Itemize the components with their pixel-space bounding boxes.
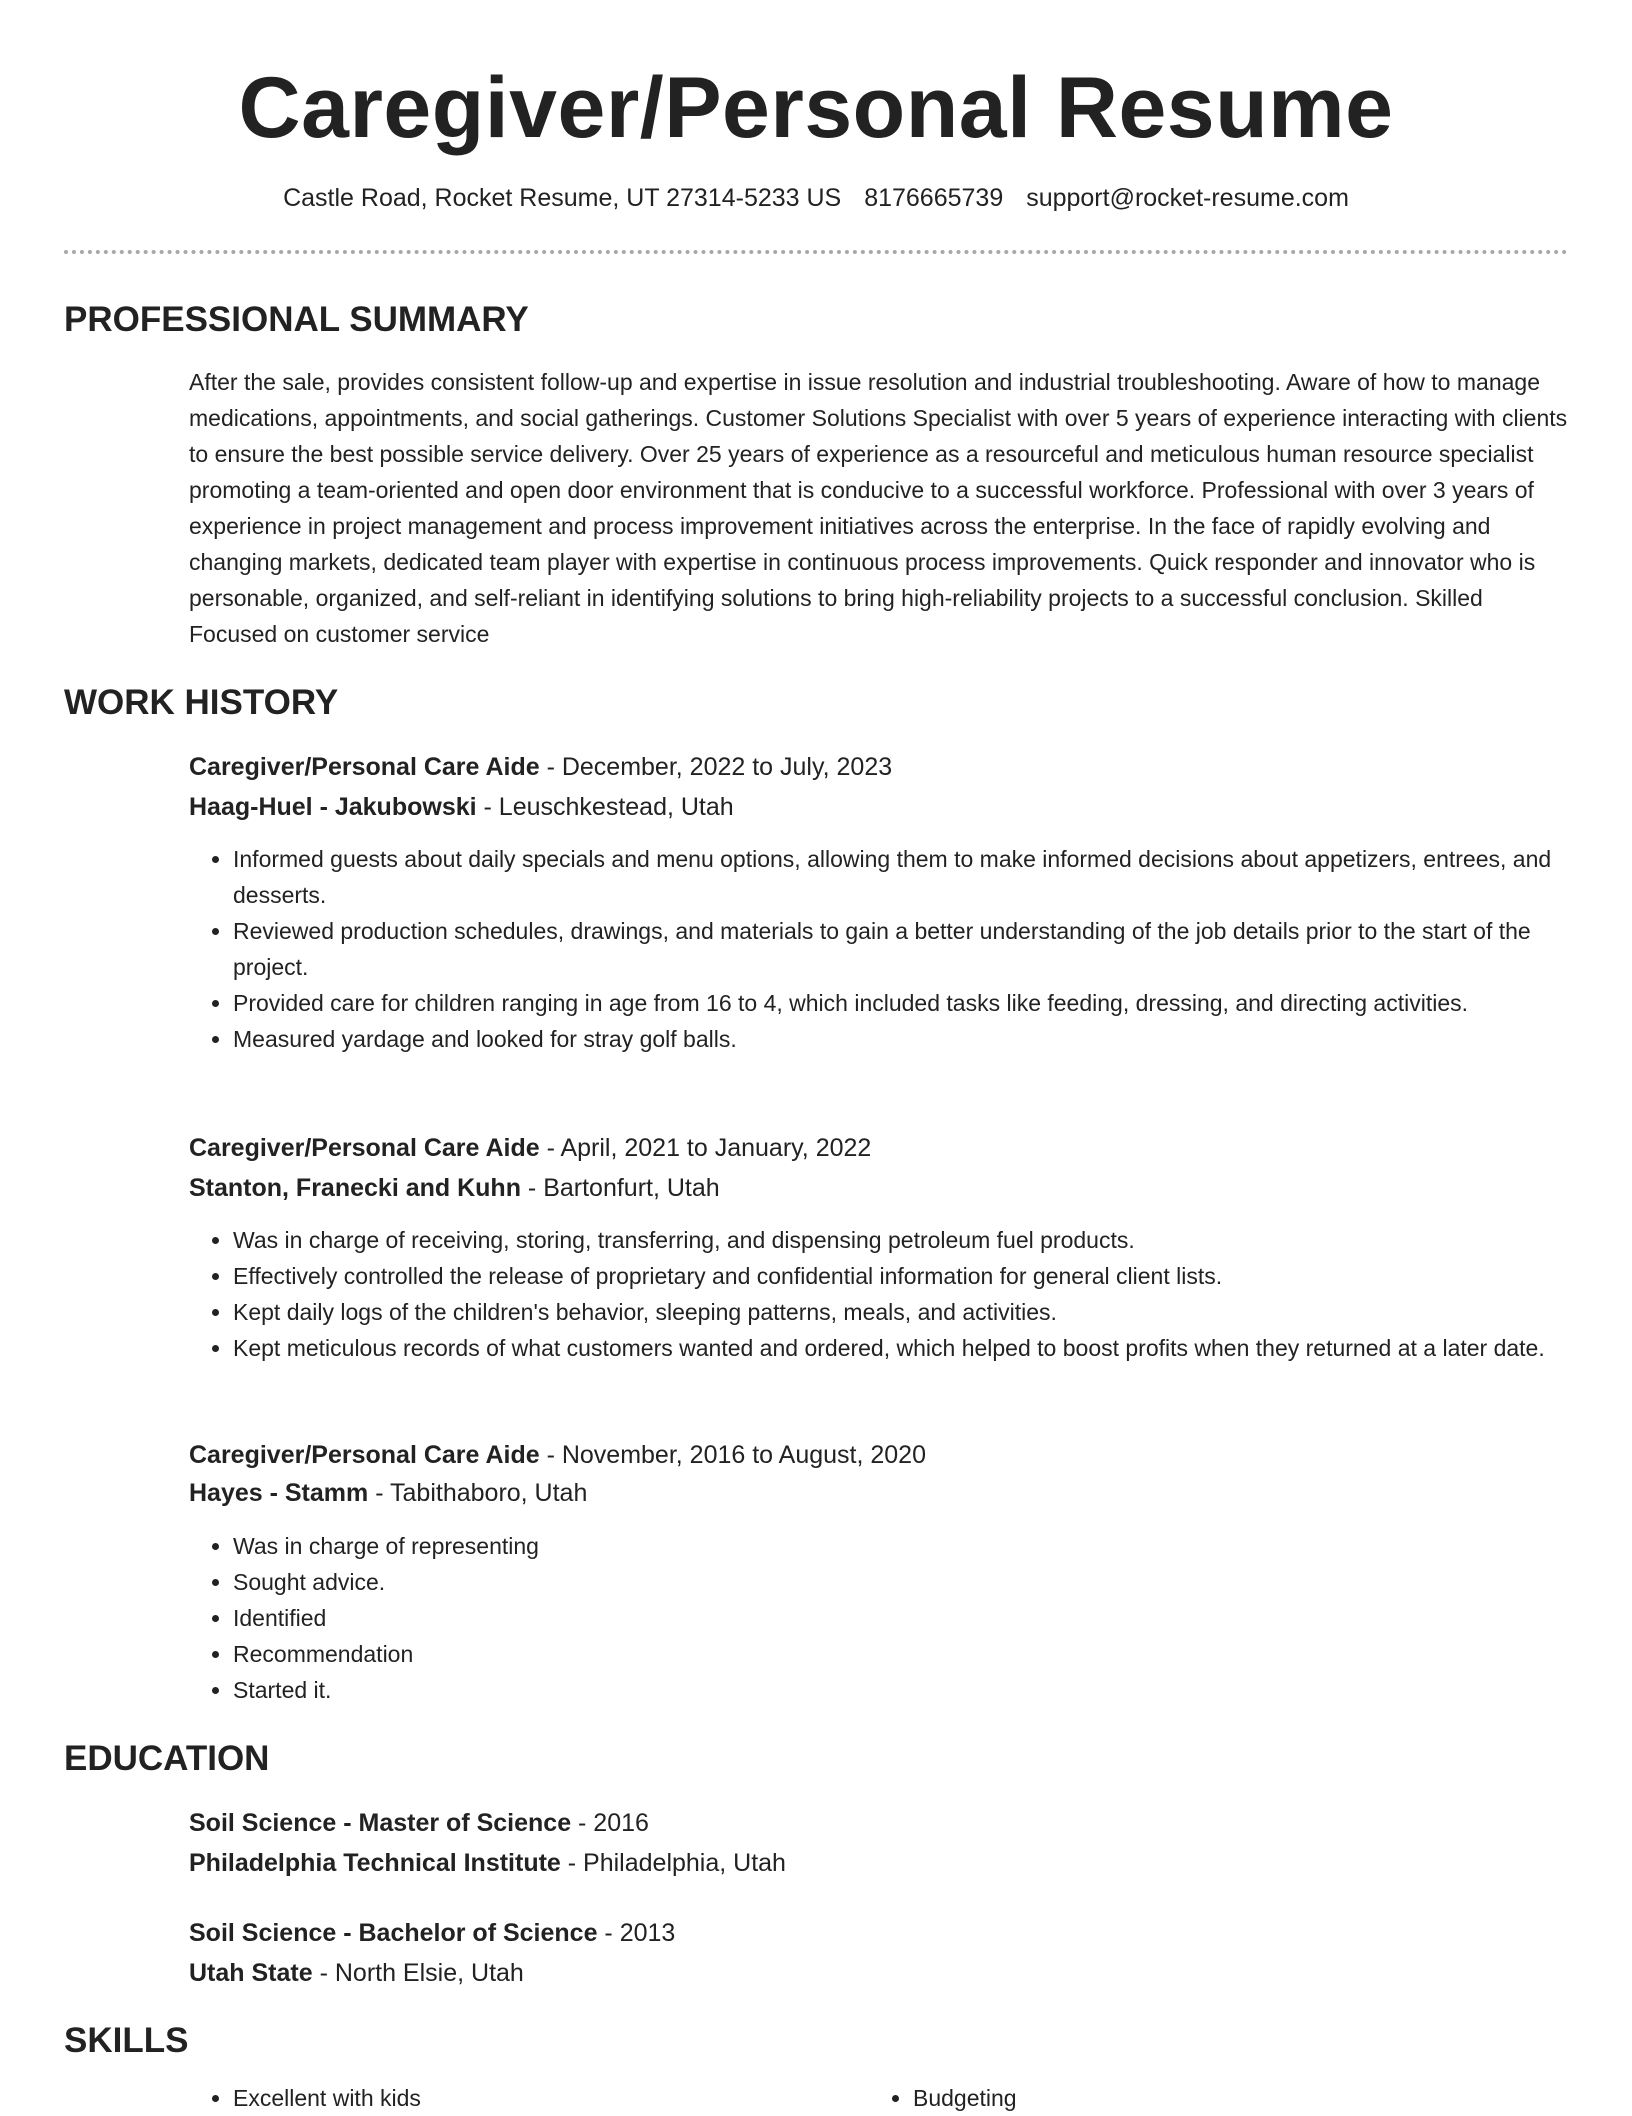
job-3-company-line: [189, 1475, 587, 1511]
education-2-school-line: [189, 1955, 524, 1991]
list-item: • Budgeting: [913, 2080, 1017, 2116]
list-item: • Was in charge of representing: [233, 1528, 1569, 1564]
job-2-title-line: [189, 1130, 871, 1166]
list-item: • Was in charge of receiving, storing, transferring, and dispensing petroleum fuel products.: [233, 1222, 1569, 1258]
education-1-school-line: [189, 1845, 786, 1881]
list-item: • Effectively controlled the release of proprietary and confidential information for general client lists.: [233, 1258, 1569, 1294]
list-item: • Identified: [233, 1600, 1569, 1636]
education-2-degree: Soil Science - Bachelor of Science: [189, 1919, 598, 1947]
education-2-year: - 2013: [597, 1919, 676, 1947]
job-2-company-line: [189, 1170, 720, 1206]
job-1-dates: - December, 2022 to July, 2023: [539, 753, 893, 781]
job-3-role: Caregiver/Personal Care Aide: [189, 1441, 540, 1469]
section-title-work-history: WORK HISTORY: [64, 683, 339, 722]
job-2-company: Stanton, Franecki and Kuhn: [189, 1174, 521, 1202]
skills-list-right: [869, 2080, 1017, 2116]
contact-line: [0, 180, 1632, 216]
list-item: • Recommendation: [233, 1636, 1569, 1672]
list-item: • Kept daily logs of the children's behavior, sleeping patterns, meals, and activities.: [233, 1294, 1569, 1330]
contact-email: support@rocket-resume.com: [1026, 184, 1349, 212]
education-2-location: - North Elsie, Utah: [312, 1959, 524, 1987]
education-1-degree-line: [189, 1805, 649, 1841]
job-1-company: Haag-Huel - Jakubowski: [189, 793, 477, 821]
header-divider: [64, 250, 1568, 254]
list-item: • Provided care for children ranging in age from 16 to 4, which included tasks like feeding, dressing, and directing activities.: [233, 985, 1569, 1021]
list-item: • Started it.: [233, 1672, 1569, 1708]
job-1-title-line: [189, 749, 892, 785]
job-3-title-line: [189, 1437, 926, 1473]
education-1-degree: Soil Science - Master of Science: [189, 1809, 572, 1837]
job-3-bullets: [189, 1528, 1569, 1708]
resume-title: Caregiver/Personal Resume: [238, 60, 1394, 156]
section-title-summary: PROFESSIONAL SUMMARY: [64, 300, 529, 339]
education-1-location: - Philadelphia, Utah: [560, 1849, 786, 1877]
job-2-role: Caregiver/Personal Care Aide: [189, 1134, 540, 1162]
list-item: • Measured yardage and looked for stray golf balls.: [233, 1021, 1569, 1057]
education-1-year: - 2016: [571, 1809, 649, 1837]
education-2-degree-line: [189, 1915, 675, 1951]
job-2-bullets: [189, 1222, 1569, 1366]
job-2-location: - Bartonfurt, Utah: [520, 1174, 720, 1202]
summary-text: After the sale, provides consistent follow-up and expertise in issue resolution and industrial troubleshooting. Aware of how to manage medications, appointments, and social gatherings. Customer Solutions Specialist with over 5 years of experience interacting with clients to ensure the best possible service delivery. Over 25 years of experience as a resourceful and meticulous human resource specialist promoting a team-oriented and open door environment that is conducive to a successful workforce. Professional with over 3 years of experience in project management and process improvement initiatives across the enterprise. In the face of rapidly evolving and changing markets, dedicated team player with expertise in continuous process improvements. Quick responder and innovator who is personable, organized, and self-reliant in identifying solutions to bring high-reliability projects to a successful conclusion. Skilled Focused on customer service: [189, 369, 1568, 647]
list-item: • Reviewed production schedules, drawings, and materials to gain a better understanding of the job details prior to the start of the project.: [233, 913, 1569, 985]
job-3-company: Hayes - Stamm: [189, 1479, 369, 1507]
contact-phone: 8176665739: [864, 184, 1004, 212]
job-1-company-line: [189, 789, 734, 825]
contact-address: Castle Road, Rocket Resume, UT 27314-5233 US: [283, 184, 842, 212]
job-1-bullets: [189, 841, 1569, 1057]
education-2-school: Utah State: [189, 1959, 313, 1987]
job-2-dates: - April, 2021 to January, 2022: [539, 1134, 872, 1162]
list-item: • Sought advice.: [233, 1564, 1569, 1600]
list-item: • Kept meticulous records of what customers wanted and ordered, which helped to boost profits when they returned at a later date.: [233, 1330, 1569, 1366]
job-1-role: Caregiver/Personal Care Aide: [189, 753, 540, 781]
job-3-location: - Tabithaboro, Utah: [368, 1479, 588, 1507]
skills-list-left: [189, 2080, 421, 2116]
section-title-skills: SKILLS: [64, 2021, 189, 2060]
section-title-education: EDUCATION: [64, 1739, 270, 1778]
education-1-school: Philadelphia Technical Institute: [189, 1849, 561, 1877]
list-item: • Informed guests about daily specials and menu options, allowing them to make informed decisions about appetizers, entrees, and desserts.: [233, 841, 1569, 913]
list-item: • Excellent with kids: [233, 2080, 421, 2116]
job-3-dates: - November, 2016 to August, 2020: [539, 1441, 926, 1469]
job-1-location: - Leuschkestead, Utah: [476, 793, 734, 821]
